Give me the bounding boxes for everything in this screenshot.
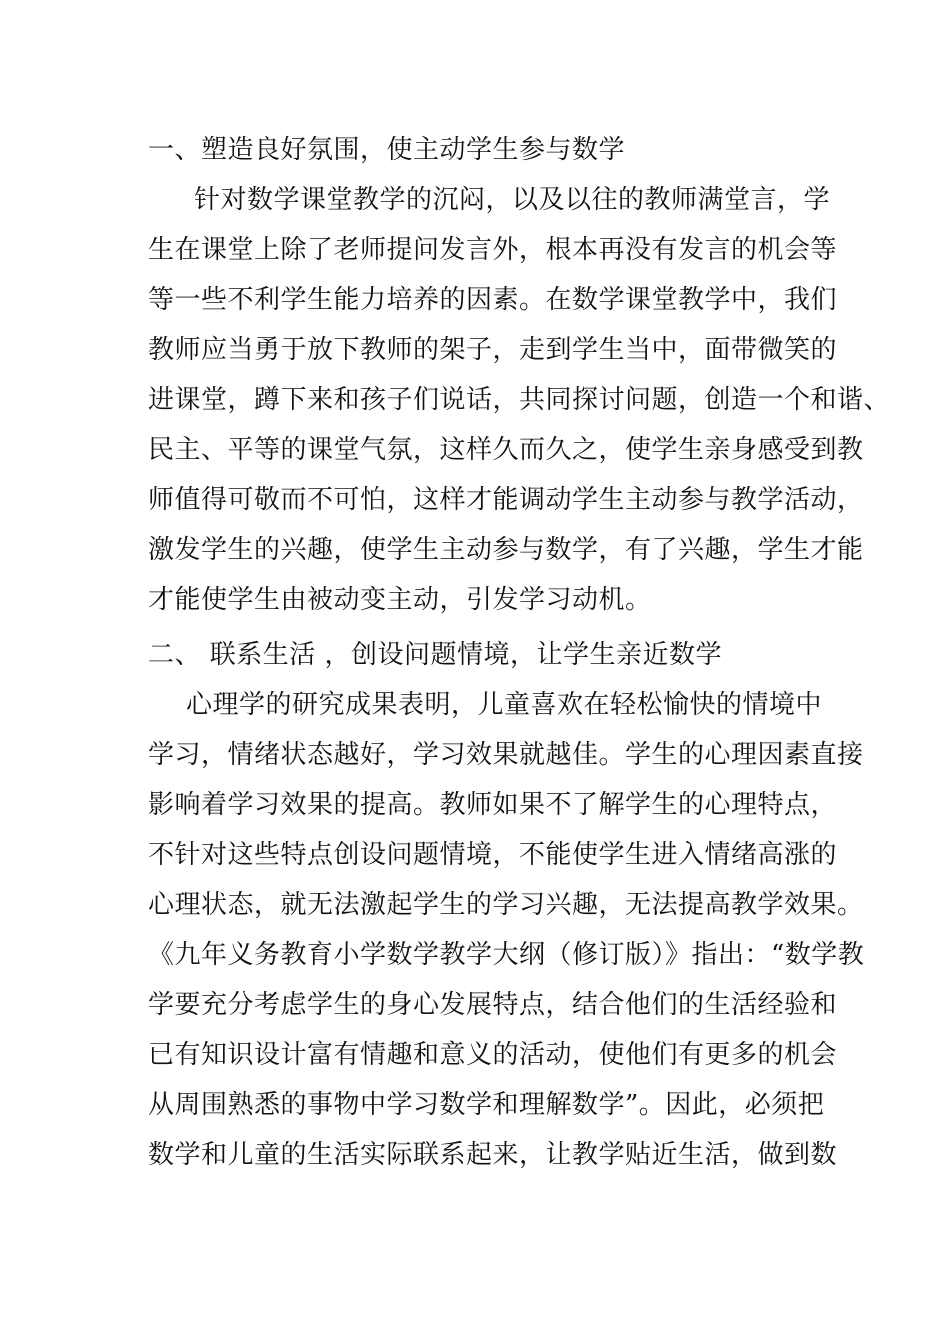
paragraph-line: 进课堂，蹲下来和孩子们说话，共同探讨问题，创造一个和谐、 bbox=[148, 385, 891, 415]
paragraph-line: 影响着学习效果的提高。教师如果不了解学生的心理特点， bbox=[148, 790, 838, 820]
paragraph-line: 已有知识设计富有情趣和意义的活动，使他们有更多的机会 bbox=[148, 1040, 838, 1070]
paragraph-line: 师值得可敬而不可怕，这样才能调动学生主动参与教学活动， bbox=[148, 485, 864, 515]
paragraph-line: 民主、平等的课堂气氛，这样久而久之，使学生亲身感受到教 bbox=[148, 435, 864, 465]
paragraph-line: 不针对这些特点创设问题情境，不能使学生进入情绪高涨的 bbox=[148, 840, 838, 870]
section-heading-1: 一、塑造良好氛围，使主动学生参与数学 bbox=[148, 135, 626, 165]
paragraph-line: 激发学生的兴趣，使学生主动参与数学，有了兴趣，学生才能 bbox=[148, 535, 864, 565]
paragraph-line: 针对数学课堂教学的沉闷，以及以往的教师满堂言，学 bbox=[194, 185, 831, 215]
paragraph-line: 等一些不利学生能力培养的因素。在数学课堂教学中，我们 bbox=[148, 285, 838, 315]
paragraph-line: 教师应当勇于放下教师的架子，走到学生当中，面带微笑的 bbox=[148, 335, 838, 365]
paragraph-line: 才能使学生由被动变主动，引发学习动机。 bbox=[148, 585, 652, 615]
paragraph-line: 学习，情绪状态越好，学习效果就越佳。学生的心理因素直接 bbox=[148, 740, 864, 770]
section-heading-2: 二、 联系生活 ，创设问题情境，让学生亲近数学 bbox=[148, 640, 723, 670]
paragraph-line: 生在课堂上除了老师提问发言外，根本再没有发言的机会等 bbox=[148, 235, 838, 265]
paragraph-line: 心理学的研究成果表明，儿童喜欢在轻松愉快的情境中 bbox=[186, 690, 823, 720]
paragraph-line: 数学和儿童的生活实际联系起来，让教学贴近生活，做到数 bbox=[148, 1140, 838, 1170]
paragraph-line: 《九年义务教育小学数学教学大纲（修订版）》指出：“数学教 bbox=[148, 940, 865, 970]
paragraph-line: 从周围熟悉的事物中学习数学和理解数学”。因此，必须把 bbox=[148, 1090, 825, 1120]
paragraph-line: 学要充分考虑学生的身心发展特点，结合他们的生活经验和 bbox=[148, 990, 838, 1020]
paragraph-line: 心理状态，就无法激起学生的学习兴趣，无法提高教学效果。 bbox=[148, 890, 864, 920]
